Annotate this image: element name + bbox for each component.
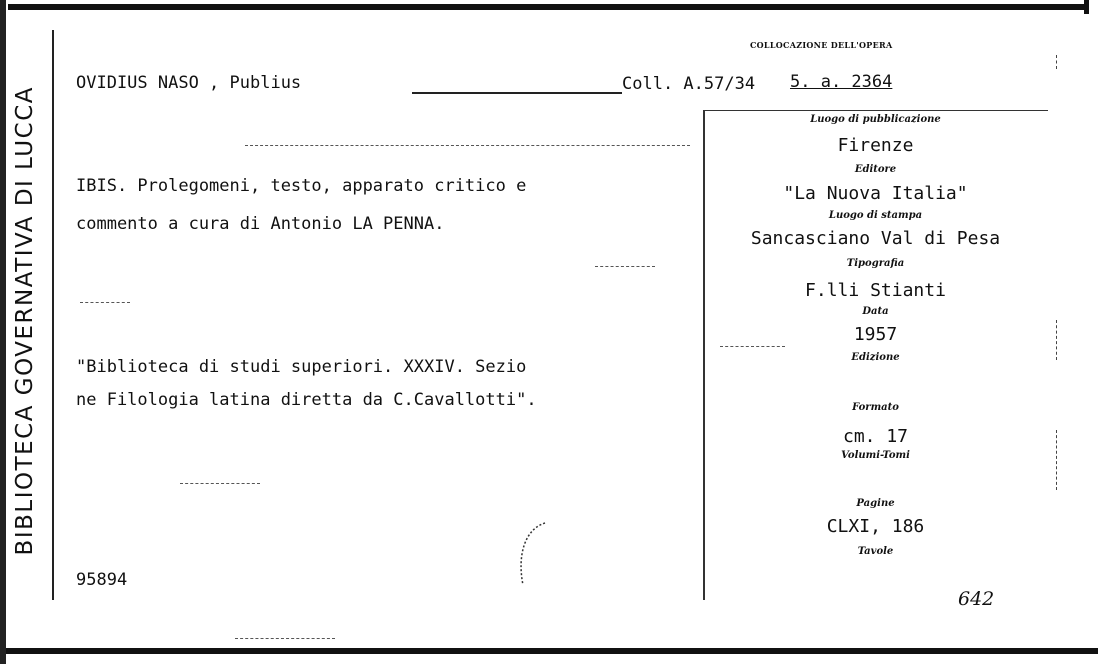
- publication-date: 1957: [853, 324, 898, 345]
- publication-panel: [703, 110, 1048, 600]
- dashed-rule: [245, 145, 690, 146]
- inventory-number: 95894: [76, 570, 128, 590]
- tipografia: F.lli Stianti: [805, 280, 946, 301]
- series-line-1: "Biblioteca di studi superiori. XXXIV. Sezio: [76, 357, 527, 377]
- card-top-border: [8, 4, 1088, 10]
- luogo-pubblicazione: Firenze: [837, 135, 914, 156]
- stamp-arc-icon: [505, 515, 565, 595]
- edge-mark: [1056, 320, 1057, 360]
- author-rule: [412, 92, 622, 94]
- handwritten-mark: 642: [958, 588, 995, 610]
- luogo-stampa-label: Luogo di stampa: [828, 210, 923, 221]
- card-bottom-border: [0, 648, 1098, 654]
- edge-mark: [1056, 430, 1057, 490]
- pagine: CLXI, 186: [826, 516, 925, 537]
- edizione-label: Edizione: [851, 352, 900, 363]
- luogo-stampa: Sancasciano Val di Pesa: [750, 228, 1001, 249]
- card-right-mark: [1084, 0, 1089, 14]
- pagine-label: Pagine: [856, 498, 895, 509]
- tavole-label: Tavole: [857, 546, 894, 557]
- editore-label: Editore: [854, 164, 897, 175]
- shelfmark: 5. a. 2364: [790, 72, 893, 92]
- author-heading: OVIDIUS NASO , Publius: [76, 73, 302, 93]
- card-left-border: [0, 0, 6, 664]
- library-name: BIBLIOTECA GOVERNATIVA DI LUCCA: [12, 86, 38, 556]
- luogo-pubblicazione-label: Luogo di pubblicazione: [810, 114, 941, 125]
- volumi-tomi-label: Volumi-Tomi: [841, 450, 910, 461]
- collocation-code: Coll. A.57/34: [622, 74, 756, 94]
- editore: "La Nuova Italia": [783, 183, 968, 204]
- series-line-2: ne Filologia latina diretta da C.Cavallotti".: [76, 390, 537, 410]
- dashed-rule: [180, 483, 260, 484]
- collocazione-caption: COLLOCAZIONE DELL'OPERA: [750, 40, 893, 50]
- margin-line: [52, 30, 54, 600]
- dashed-rule: [235, 638, 335, 639]
- dashed-rule: [80, 302, 130, 303]
- title-line-2: commento a cura di Antonio LA PENNA.: [76, 214, 445, 234]
- dashed-rule: [595, 266, 655, 267]
- formato: cm. 17: [842, 426, 909, 447]
- title-line-1: IBIS. Prolegomeni, testo, apparato critico e: [76, 176, 527, 196]
- edge-mark: [1056, 55, 1057, 69]
- data-label: Data: [862, 306, 889, 317]
- formato-label: Formato: [852, 402, 899, 413]
- tipografia-label: Tipografia: [846, 258, 905, 269]
- library-side-strip: [8, 16, 42, 626]
